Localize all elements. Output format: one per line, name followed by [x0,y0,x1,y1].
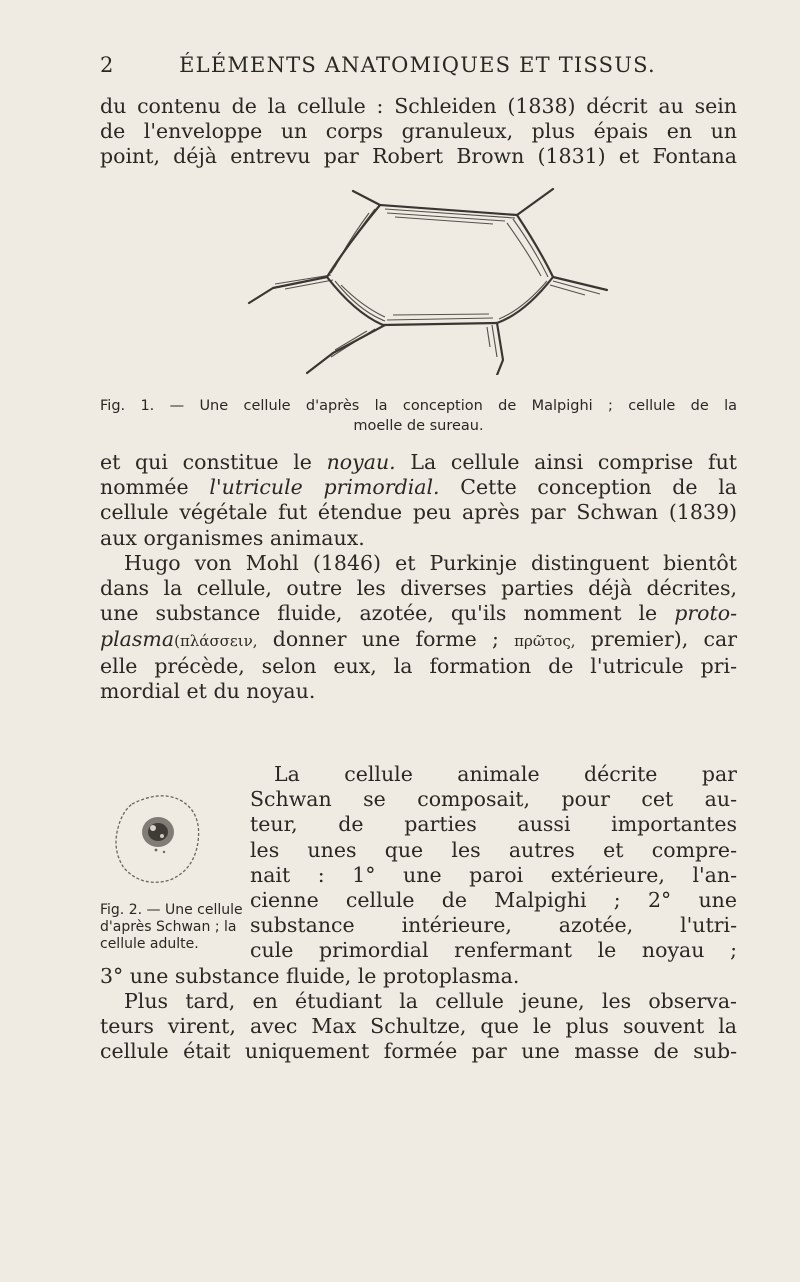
page-number: 2 [100,53,115,77]
text-line: cellule était uniquement formée par une masse de sub- [100,1039,737,1064]
paragraph-1 [100,94,737,170]
caption-line: Fig. 2. — Une cellule [100,902,243,918]
text-line: dans la cellule, outre les diverses parties déjà décrites, [100,576,737,601]
text-line: nait : 1° une paroi extérieure, l'an- [250,862,737,887]
text-run: une substance fluide, azotée, qu'ils nomment le [100,601,675,626]
text-line: teur, de parties aussi importantes [250,812,737,837]
paragraph-5 [100,989,737,1065]
italic-term: proto- [674,601,737,626]
text-line: cellule végétale fut étendue peu après par Schwan (1839) [100,500,737,525]
figure-1-cell-diagram [235,185,615,375]
text-run: nommée [100,475,210,500]
text-line: point, déjà entrevu par Robert Brown (1831) et Fontana [100,144,737,169]
figure-2-caption [100,902,243,953]
figure-1-caption [100,396,737,436]
text-line: les unes que les autres et compre- [250,837,737,862]
text-line [100,601,737,626]
caption-line: d'après Schwan ; la [100,919,237,935]
text-run: Cette conception de la [439,475,738,500]
text-line: Plus tard, en étudiant la cellule jeune, les observa- [124,989,737,1013]
paragraph-3 [100,551,737,704]
text-line: La cellule animale décrite par [274,762,737,786]
text-line: mordial et du noyau. [100,679,316,704]
text-line: Schwan se composait, pour cet au- [250,787,737,812]
text-line: cienne cellule de Malpighi ; 2° une [250,888,737,913]
greek-word: (πλάσσειν, [174,631,258,650]
text-run: donner une forme ; [257,626,515,651]
text-line: aux organismes animaux. [100,525,365,550]
italic-term: l'utricule primordial. [209,475,440,500]
text-line: teurs virent, avec Max Schultze, que le plus souvent la [100,1014,737,1039]
italic-term: noyau. [326,450,396,474]
text-line [100,475,737,500]
text-line: de l'enveloppe un corps granuleux, plus épais en un [100,119,737,144]
paragraph-4-tail [100,964,737,989]
text-line: Hugo von Mohl (1846) et Purkinje distinguent bientôt [124,551,737,575]
paragraph-2 [100,450,737,551]
text-line: 3° une substance fluide, le protoplasma. [100,964,520,988]
caption-line: moelle de sureau. [353,418,484,434]
text-line [100,627,737,654]
figure-2-cell-drawing [110,790,210,890]
text-run: premier), car [575,626,737,651]
text-line: du contenu de la cellule : Schleiden (1838) décrit au sein [100,94,737,118]
text-line: elle précède, selon eux, la formation de l'utricule pri- [100,653,737,678]
text-line: substance intérieure, azotée, l'utri- [250,913,737,938]
text-line: cule primordial renfermant le noyau ; [250,938,737,963]
caption-line: cellule adulte. [100,936,199,952]
text-run: La cellule ainsi comprise fut [395,450,738,474]
text-line [100,450,737,475]
caption-line: Fig. 1. — Une cellule d'après la conception de Malpighi ; cellule de la [100,398,737,414]
greek-word: πρῶτος, [514,631,576,650]
running-title: ÉLÉMENTS ANATOMIQUES ET TISSUS. [179,53,656,77]
paragraph-4-wrapped [250,762,737,964]
text-run: et qui constitue le [100,450,327,474]
italic-term: plasma [100,626,175,651]
